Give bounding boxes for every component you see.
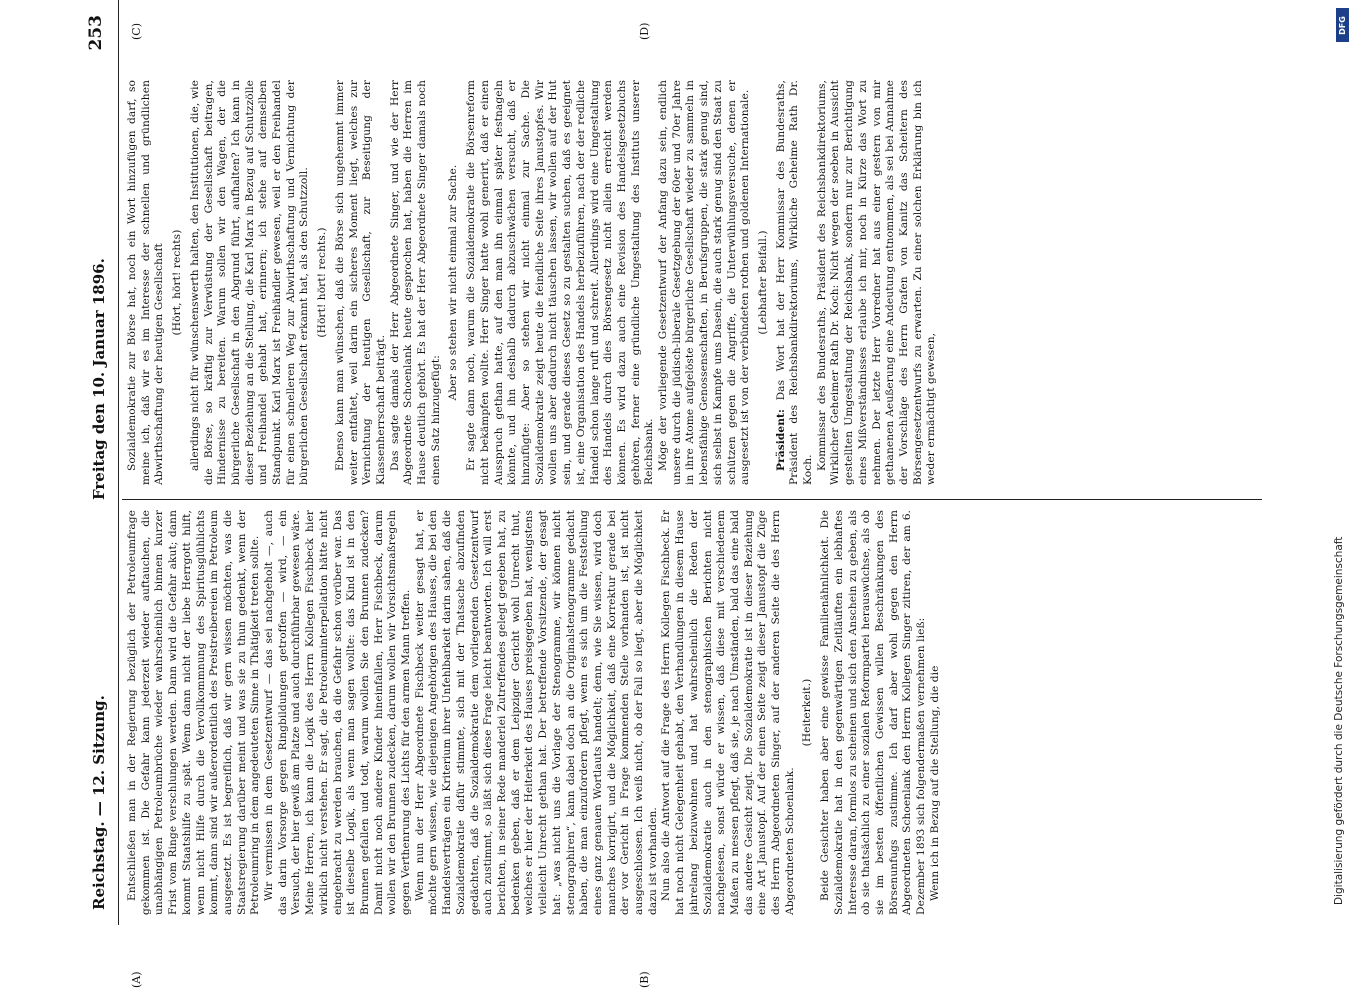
president-paragraph bbox=[775, 80, 816, 485]
session-date: Freitag den 10. Januar 1896. bbox=[90, 258, 108, 500]
reaction-note: (Hört, hört! rechts) bbox=[171, 229, 184, 336]
paragraph: Das sagte damals der Herr Abgeordnete Singer, und wie der Herr Abgeordnete Schoenlank heute gesprochen hat, haben die Herren im Hause deutlich gehört. Es hat der Herr Abgeordnete Singer damals noch einen Satz hinzugefügt: bbox=[388, 80, 442, 485]
logo-text: DFG bbox=[1338, 15, 1348, 35]
paragraph: Wir vermissen in dem Gesetzentwurf — das sei nachgeholt —, auch das darin Vorsorge gegen Ringbildungen getroffen — wird, — ein Versuch, der hier gewiß am Platze und auch durchführbar gewesen wäre. Meine Herren, ich kann die Logik des Herrn Kollegen Fischbeck hier wirklich nicht verstehen. Er sagt, die Petroleuminterpellation hätte nicht eingebracht zu werden brauchen, da die Gefahr schon vorüber war. Das ist dieselbe Logik, als wenn man sagen wollte: das Kind ist in den Brunnen gefallen und todt, warum wollen Sie den Brunnen zudecken? Damit nicht noch andere Kinder hineinfallen, Herr Fischbeck, darum wollen wir den Brunnen zudecken, darum wollen wir Vorsichtsmaßregeln gegen Verthenrung des Lichts für den armen Mann treffen. bbox=[263, 510, 413, 915]
quote-paragraph: allerdings nicht für wünschenswerth halten, den Institutionen, die, wie die Börse, so kräftig zur Verwüstung der Gesellschaft beitragen, Hindernisse zu bereiten. Warum sollen wir den Wagen, der die bürgerliche Gesellschaft in den Abgrund führt, aufhalten? Ich kann in dieser Beziehung an die Stellung, die Karl Marx in Bezug auf Schutzzölle und Freihandel gehabt hat, erinnern; ich stehe auf demselben Standpunkt. Karl Marx ist Freihändler gewesen, weil er den Freihandel für einen schnelleren Weg zur Abwirthschaftung und Vernichtung der bürgerlichen Gesellschaft erkannt hat, als den Schutzzoll. bbox=[188, 80, 311, 485]
president-label: Präsident: bbox=[774, 408, 787, 471]
page-number: 253 bbox=[86, 15, 106, 51]
header-rule bbox=[118, 0, 119, 925]
paragraph: Beide Gesichter haben aber eine gewisse Familienähnlichkeit. Die Sozialdemokratie hat in den gegenwärtigen Zeitläuften ein lebhaftes Interesse daran, formlos zu scheinen und sich den Anschein zu geben, als ob sie thatsächlich zu einer sozialen Reformpartei herauswüchse, als ob sie im besten öffentlichen Gewissen willen Beschränkungen des Börsenunfugs zustimme. Ich darf aber wohl gegen den Herrn Abgeordneten Schoenlank den Herrn Kollegen Singer zitiren, der am 6. Dezember 1893 sich folgendermaßen vernehmen ließ: bbox=[819, 510, 928, 915]
paragraph: Nun also die Antwort auf die Frage des Herrn Kollegen Fischbeck. Er hat noch nicht Gelegenheit gehabt, den Verhandlungen in diesem Hause jahrelang beizuwohnen und hat wahrscheinlich die Reden der Sozialdemokratie auch in den stenographischen Berichten nicht nachgelesen, sonst würde er wissen, daß diese mit verschiedenem Maßen zu messen pflegt, daß sie, je nach Umständen, bald das eine bald das andere Gesicht zeigt. Die Sozialdemokratie ist in dieser Beziehung eine Art Janustopf. Auf der einen Seite zeigt dieser Janustopf die Züge des Herrn Abgeordneten Singer, auf der anderen Seite die des Herrn Abgeordneten Schoenlank. bbox=[660, 510, 796, 915]
margin-mark-c: (C) bbox=[130, 23, 143, 40]
paragraph: Möge der vorliegende Gesetzentwurf der Anfang dazu sein, endlich unsere durch die jüdisch-liberale Gesetzgebung der 60er und 70er Jahre in ihre Atome aufgelöste bürgerliche Gesellschaft wieder zu sammeln in lebensfähige Genossenschaften, in Berufsgruppen, die stark genug sind, sich selbst in Kampfe ums Dasein, die auch stark genug sind den Staat zu schützen gegen die Angriffe, die Unterwühlungsversuche, denen er ausgesetzt ist von der verbündeten rothen und goldenen Internationale. bbox=[657, 80, 752, 485]
rotated-page bbox=[78, 0, 1278, 1000]
margin-mark-a: (A) bbox=[130, 971, 143, 988]
paragraph: Kommissar des Bundesraths, Präsident des Reichsbankdirektoriums, Wirklicher Geheimer Rath Dr. Koch: Nicht wegen der soeben in Aussicht gestellten Umgestaltung der Reichsbank, sondern nur zur Berichtigung eines Mißverständnisses erlaube ich mir, noch in Kürze das Wort zu nehmen. Der letzte Herr Vorredner hat aus einer gestern von mir gethanenen Aeußerung eine Andeutung entnommen, als sei bei Annahme der Vorschläge des Herrn Grafen von Kanitz das Scheitern des Börsengesetzentwurfs zu erwarten. Zu einer solchen Erklärung bin ich weder ermächtigt gewesen, bbox=[815, 80, 938, 485]
quote-paragraph: Ebenso kann man wünschen, daß die Börse sich ungehemmt immer weiter entfaltet, weil darin ein sicheres Moment liegt, welches zur Vernichtung der heutigen Gesellschaft, zur Beseitigung der Klassenherrschaft beiträgt. bbox=[333, 80, 387, 485]
margin-mark-d: (D) bbox=[638, 22, 651, 40]
credit-text: Digitalisierung gefördert durch die Deutsche Forschungsgemeinschaft bbox=[1333, 536, 1345, 905]
reaction-note: (Heiterkeit.) bbox=[801, 678, 814, 747]
right-column bbox=[126, 80, 1256, 485]
paragraph: Entschließen man in der Regierung bezüglich der Petroleumfrage gekommen ist. Die Gefahr kann jederzeit wieder auftauchen, die unabhängigen Petroleumbrüche wieder wahrscheinlich binnen kurzer Frist vom Ringe verschlungen werden. Dann wird die Gefahr akut; dann kommt Staatshilfe zu spät. Wenn dann nicht der liebe Herrgott hilft, wenn nicht Hilfe durch die Vervollkommnung des Spiritusglühlichts kommt, dann sind wir außerordentlich des Preistreibereien im Petroleum ausgesetzt. Es ist begreiflich, daß wir gern wissen möchten, was die Staatsregierung darüber meint und was sie zu thun gedenkt, wenn der Petroleumring in dem angedeuteten Sinne in Thätigkeit treten sollte. bbox=[126, 510, 262, 915]
reaction-note: (Lebhafter Beifall.) bbox=[756, 230, 769, 335]
paragraph: Er sagte dann noch, warum die Sozialdemokratie die Börsenreform nicht bekämpfen wollte. Herr Singer hatte wohl generirt, daß er einen Ausspruch gethan hatte, auf den man ihn einmal später festnageln könnte, und ihn deshalb dadurch abzuschwächen versucht, daß er hinzufügte: Aber so stehen wir nicht einmal zur Sache. Die Sozialdemokratie zeigt heute die feindliche Seite ihres Janustopfes. Wir wollen uns aber dadurch nicht täuschen lassen, wir wollen auf der Hut sein, und gerade dieses Gesetz so zu gestalten suchen, daß es geeignet ist, eine Organisation des Handels herbeizuführen, nach der der redliche Handel schon lange ruft und schreit. Allerdings wird eine Umgestaltung des Handels durch dies Börsengesetz nicht allein erreicht werden können. Es wird dazu auch eine Revision des Handelsgesetzbuchs gehören, ferner eine gründliche Umgestaltung des Instituts unserer Reichsbank. bbox=[465, 80, 656, 485]
margin-mark-b: (B) bbox=[638, 971, 651, 988]
quote-paragraph: Sozialdemokratie zur Börse hat, noch ein Wort hinzufügen darf, so meine ich, daß wir es im Interesse der schnellen und gründlichen Abwirthschaftung der heutigen Gesellschaft bbox=[126, 80, 166, 485]
left-column bbox=[126, 510, 1256, 915]
running-head bbox=[86, 0, 118, 1000]
reaction-note: (Hört! hört! rechts.) bbox=[316, 227, 329, 338]
session-title: Reichstag. — 12. Sitzung. bbox=[90, 695, 108, 910]
dfg-logo bbox=[1336, 8, 1349, 42]
digitization-credit bbox=[1318, 0, 1348, 1000]
paragraph: Wenn ich in Bezug auf die Stellung, die die bbox=[928, 665, 941, 901]
column-divider bbox=[122, 499, 1262, 500]
quote-line: Aber so stehen wir nicht einmal zur Sache. bbox=[447, 164, 460, 401]
president-text: Das Wort hat der Herr Kommissar des Bundesraths, Präsident des Reichsbankdirektoriums, Wirkliche Geheime Rath Dr. Koch. bbox=[774, 80, 815, 485]
paragraph: Wenn nun der Herr Abgeordnete Fischbeck weiter gesagt hat, er möchte gern wissen, wie diejenigen Angehörigen des Hauses, die bei den Handelsverträgen ein Kriterium ihrer Unfehlbarkeit darin sahen, daß die Sozialdemokratie dafür stimmte, sich mit der Thatsache abzufinden gedächten, daß die Sozialdemokratie dem vorliegenden Gesetzentwurf auch zustimmt, so läßt sich diese Frage leicht beantworten. Ich will erst berichten, in seiner Rede manderlei Zutreffendes gelegt gegeben hat, zu bedenken geben, daß er dem Leipziger Gericht wohl Unrecht thut, welches er hier der Heiterkeit des Hauses preisgegeben hat, wenigstens vielleicht Unrecht gethan hat. Der betreffende Vorsitzende, der gesagt hat: „was nicht uns die Vorlage der Stenogramme, wir können nicht stenographiren“, kann dabei doch an die Originalstenogramme gedacht haben, die man einzufordern pflegt, wenn es sich um die Feststellung eines ganz genauen Wortlauts handelt; denn, wie Sie wissen, wird doch manches korrigirt, und die Möglichkeit, daß eine Korrektur gerade bei der vor Gericht in Frage kommenden Stelle vorhanden ist, ist nicht ausgeschlossen. Ich weiß nicht, ob der Fall so liegt, aber die Möglichkeit dazu ist vorhanden. bbox=[413, 510, 659, 915]
